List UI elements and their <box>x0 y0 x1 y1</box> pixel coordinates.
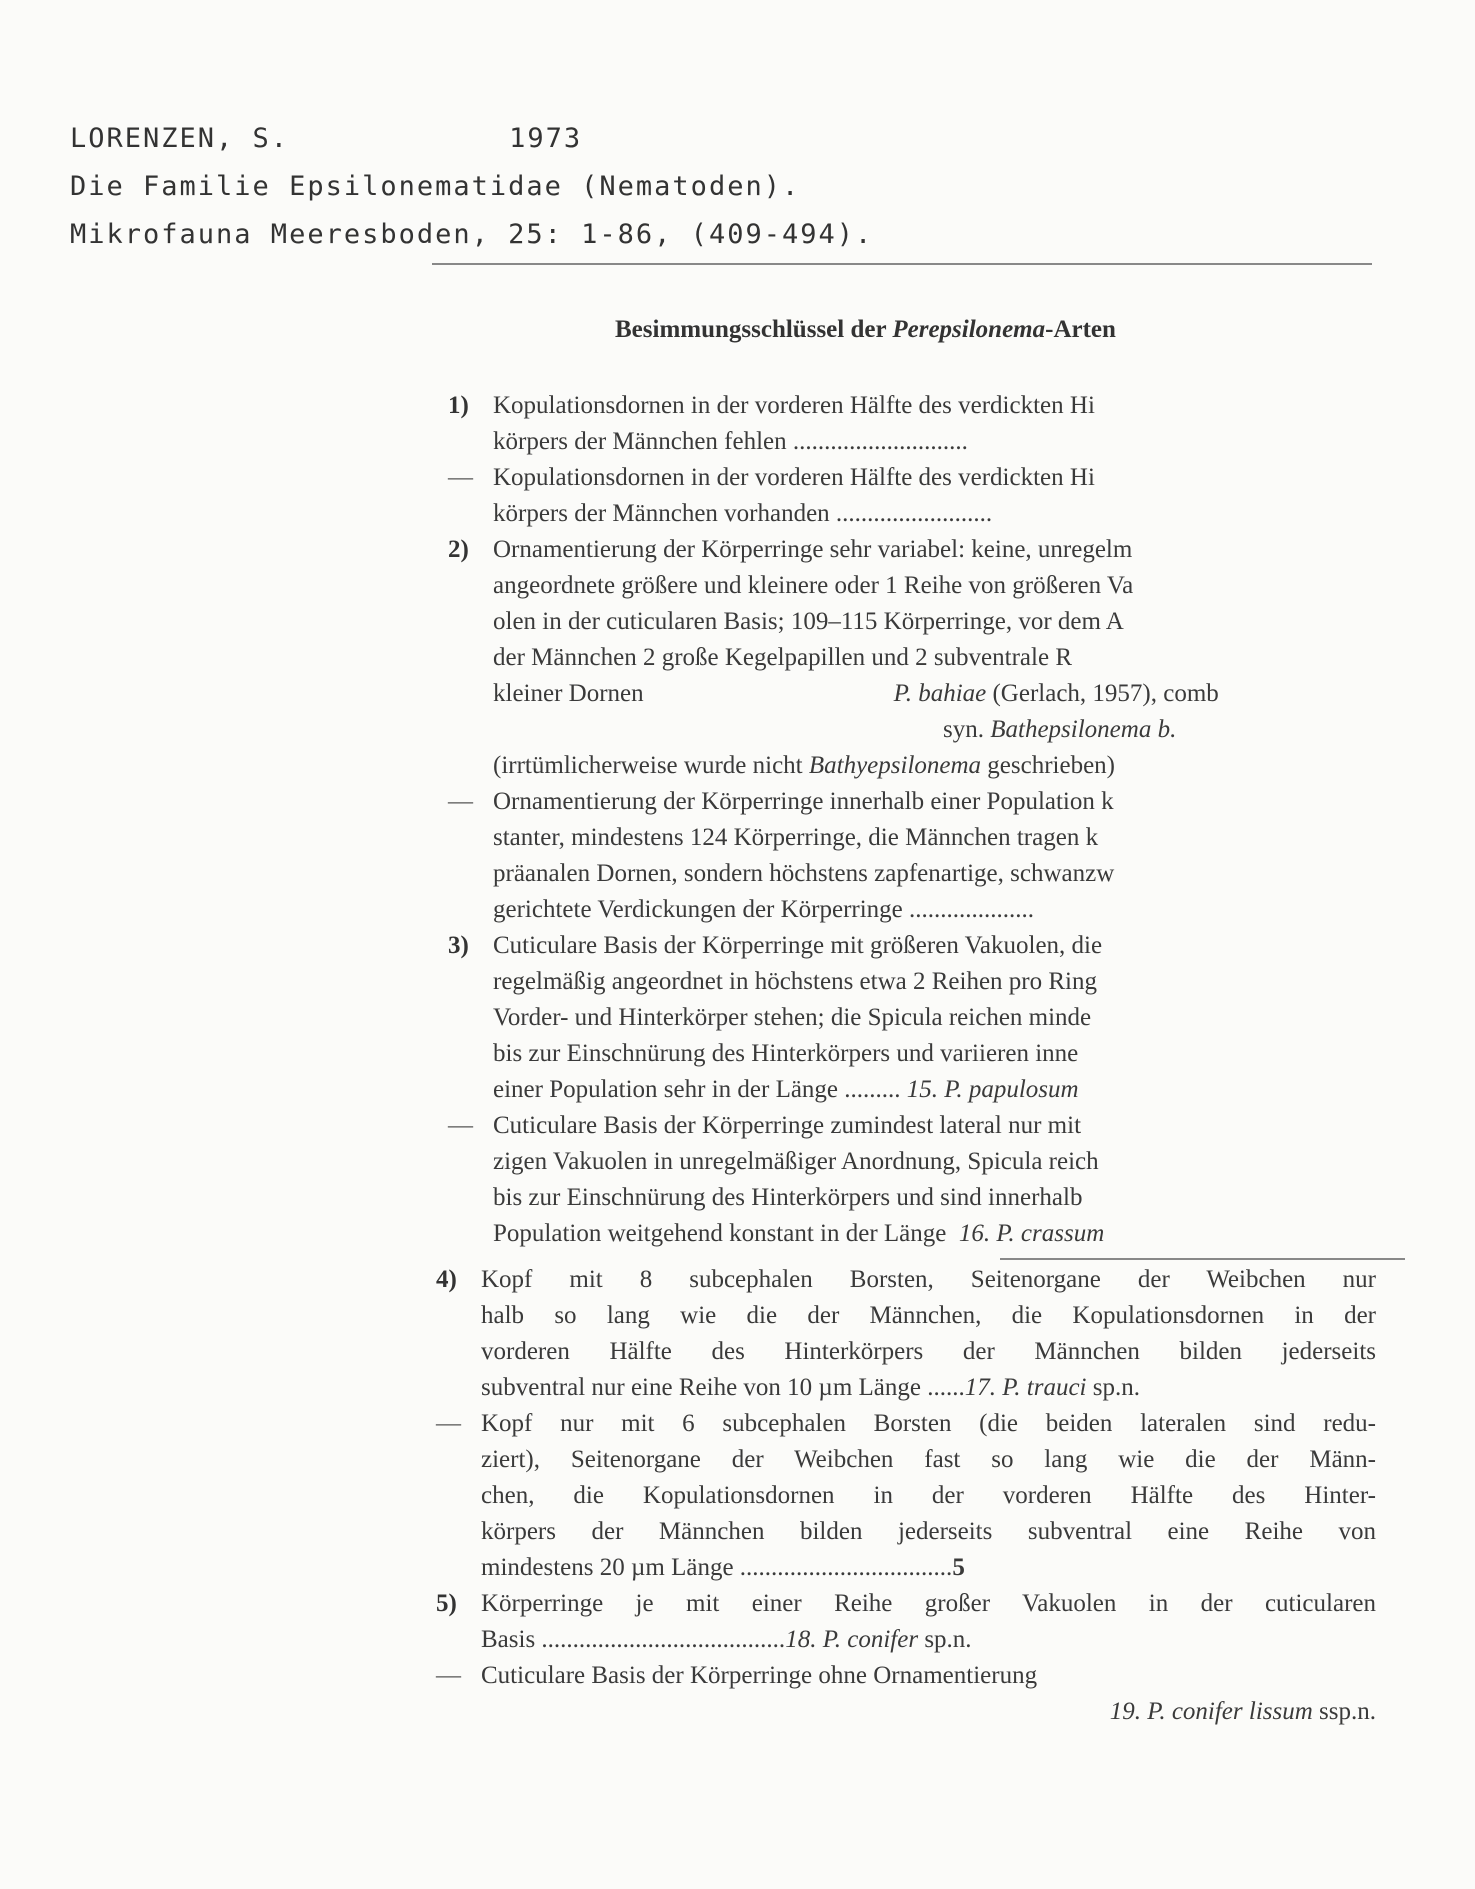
genus-name: Bathyepsilonema <box>808 752 982 779</box>
species-suffix: sp.n. <box>1086 1374 1140 1401</box>
couplet-1b <box>448 460 1348 532</box>
couplet-line: Cuticulare Basis der Körperringe mit größeren Vakuolen, die <box>493 932 1103 959</box>
couplet-line: Cuticulare Basis der Körperringe zumindest lateral nur mit <box>493 1112 1082 1139</box>
species-author: (Gerlach, 1957), comb <box>992 680 1219 707</box>
species-name: P. bahiae <box>893 680 987 707</box>
couplet-line: halb so lang wie die der Männchen, die Kopulationsdornen in der <box>481 1302 1376 1329</box>
couplet-4b <box>436 1406 1376 1586</box>
couplet-line: präanalen Dornen, sondern höchstens zapfenartige, schwanzw <box>493 860 1115 887</box>
couplet-line-text: Population weitgehend konstant in der Länge <box>493 1220 947 1247</box>
couplet-line: stanter, mindestens 124 Körperringe, die Männchen tragen k <box>493 824 1099 851</box>
key-section-lower <box>436 1262 1376 1730</box>
couplet-line: bis zur Einschnürung des Hinterkörpers und variieren inne <box>493 1040 1079 1067</box>
citation-author-line <box>70 115 1070 163</box>
couplet-line: gerichtete Verdickungen der Körperringe .................... <box>493 896 1035 923</box>
couplet-line: zigen Vakuolen in unregelmäßiger Anordnung, Spicula reich <box>493 1148 1099 1175</box>
species-name: 15. P. papulosum <box>906 1076 1079 1103</box>
couplet-number: 5) <box>436 1590 457 1617</box>
couplet-line: vorderen Hälfte des Hinterkörpers der Männchen bilden jederseits <box>481 1338 1376 1365</box>
couplet-line <box>493 1072 1378 1108</box>
couplet-line: olen in der cuticularen Basis; 109–115 Körperringe, vor dem A <box>493 608 1124 635</box>
couplet-line: ziert), Seitenorgane der Weibchen fast so lang wie die der Männ- <box>481 1446 1376 1473</box>
species-name: 16. P. crassum <box>958 1220 1105 1247</box>
couplet-5a <box>436 1586 1376 1658</box>
couplet-line-text: einer Population sehr in der Länge ......... <box>493 1076 901 1103</box>
couplet-5b <box>436 1658 1376 1730</box>
couplet-line <box>481 1550 1376 1586</box>
couplet-line: regelmäßig angeordnet in höchstens etwa 2 Reihen pro Ring <box>493 968 1098 995</box>
citation-year: 1973 <box>509 123 583 154</box>
key-title-prefix: Besimmungsschlüssel der <box>615 316 893 343</box>
couplet-2a <box>448 532 1348 784</box>
couplet-line: Vorder- und Hinterkörper stehen; die Spicula reichen minde <box>493 1004 1092 1031</box>
citation-author: LORENZEN, S. <box>70 123 290 154</box>
couplet-line-text: mindestens 20 µm Länge .................................. <box>481 1554 953 1581</box>
couplet-line: körpers der Männchen bilden jederseits subventral eine Reihe von <box>481 1518 1376 1545</box>
couplet-line: angeordnete größere und kleinere oder 1 Reihe von größeren Va <box>493 572 1134 599</box>
citation-title: Die Familie Epsilonematidae (Nematoden). <box>70 171 801 202</box>
couplet-number: 1) <box>448 392 469 419</box>
key-title-suffix: -Arten <box>1045 316 1116 343</box>
couplet-line <box>493 748 1378 784</box>
couplet-dash: — <box>448 1112 473 1139</box>
couplet-number: 3) <box>448 932 469 959</box>
species-name: 18. P. conifer <box>785 1626 919 1653</box>
top-divider <box>432 263 1372 265</box>
couplet-line-text: Basis ....................................... <box>481 1626 786 1653</box>
couplet-line: Ornamentierung der Körperringe sehr variabel: keine, unregelm <box>493 536 1133 563</box>
couplet-line: Cuticulare Basis der Körperringe ohne Ornamentierung <box>481 1662 1038 1689</box>
species-name: 19. P. conifer lissum <box>1109 1698 1313 1725</box>
key-title-genus: Perepsilonema <box>892 316 1046 343</box>
couplet-line: Kopf mit 8 subcephalen Borsten, Seitenorgane der Weibchen nur <box>481 1266 1376 1293</box>
citation <box>70 115 1070 259</box>
couplet-line <box>493 1216 1378 1252</box>
couplet-line: chen, die Kopulationsdornen in der vorderen Hälfte des Hinter- <box>481 1482 1376 1509</box>
couplet-3b <box>448 1108 1348 1252</box>
couplet-number: 2) <box>448 536 469 563</box>
couplet-1a <box>448 388 1348 460</box>
couplet-dash: — <box>448 788 473 815</box>
section-divider <box>1000 1258 1405 1260</box>
species-suffix: sp.n. <box>918 1626 972 1653</box>
synonym-name: Bathepsilonema b. <box>990 716 1177 743</box>
couplet-line: Ornamentierung der Körperringe innerhalb einer Population k <box>493 788 1114 815</box>
couplet-line-text: kleiner Dornen <box>493 680 644 707</box>
couplet-line: körpers der Männchen fehlen ............................ <box>493 428 968 455</box>
key-title <box>615 316 1116 344</box>
couplet-2b <box>448 784 1348 928</box>
citation-journal: Mikrofauna Meeresboden, 25: 1-86, (409-494). <box>70 219 874 250</box>
couplet-line: Kopf nur mit 6 subcephalen Borsten (die beiden lateralen sind redu- <box>481 1410 1376 1437</box>
couplet-line-text: subventral nur eine Reihe von 10 µm Länge ...... <box>481 1374 965 1401</box>
couplet-line <box>481 1694 1376 1730</box>
couplet-line: der Männchen 2 große Kegelpapillen und 2 subventrale R <box>493 644 1072 671</box>
couplet-line <box>493 712 1378 748</box>
couplet-line: Körperringe je mit einer Reihe großer Vakuolen in der cuticularen <box>481 1590 1376 1617</box>
couplet-line-text: (irrtümlicherweise wurde nicht <box>493 752 809 779</box>
couplet-dash: — <box>436 1410 461 1437</box>
couplet-line-text: geschrieben) <box>981 752 1116 779</box>
couplet-line: körpers der Männchen vorhanden ......................... <box>493 500 993 527</box>
couplet-reference: 5 <box>952 1554 965 1581</box>
couplet-line: Kopulationsdornen in der vorderen Hälfte des verdickten Hi <box>493 392 1095 419</box>
couplet-3a <box>448 928 1348 1108</box>
couplet-dash: — <box>436 1662 461 1689</box>
couplet-line <box>481 1370 1376 1406</box>
species-suffix: ssp.n. <box>1312 1698 1376 1725</box>
couplet-number: 4) <box>436 1266 457 1293</box>
species-name: 17. P. trauci <box>964 1374 1087 1401</box>
synonym-label: syn. <box>943 716 991 743</box>
couplet-4a <box>436 1262 1376 1406</box>
couplet-line <box>481 1622 1376 1658</box>
couplet-line <box>493 676 1378 712</box>
couplet-line: bis zur Einschnürung des Hinterkörpers und sind innerhalb <box>493 1184 1083 1211</box>
couplet-line: Kopulationsdornen in der vorderen Hälfte des verdickten Hi <box>493 464 1095 491</box>
couplet-dash: — <box>448 464 473 491</box>
key-section-upper <box>448 388 1348 1252</box>
